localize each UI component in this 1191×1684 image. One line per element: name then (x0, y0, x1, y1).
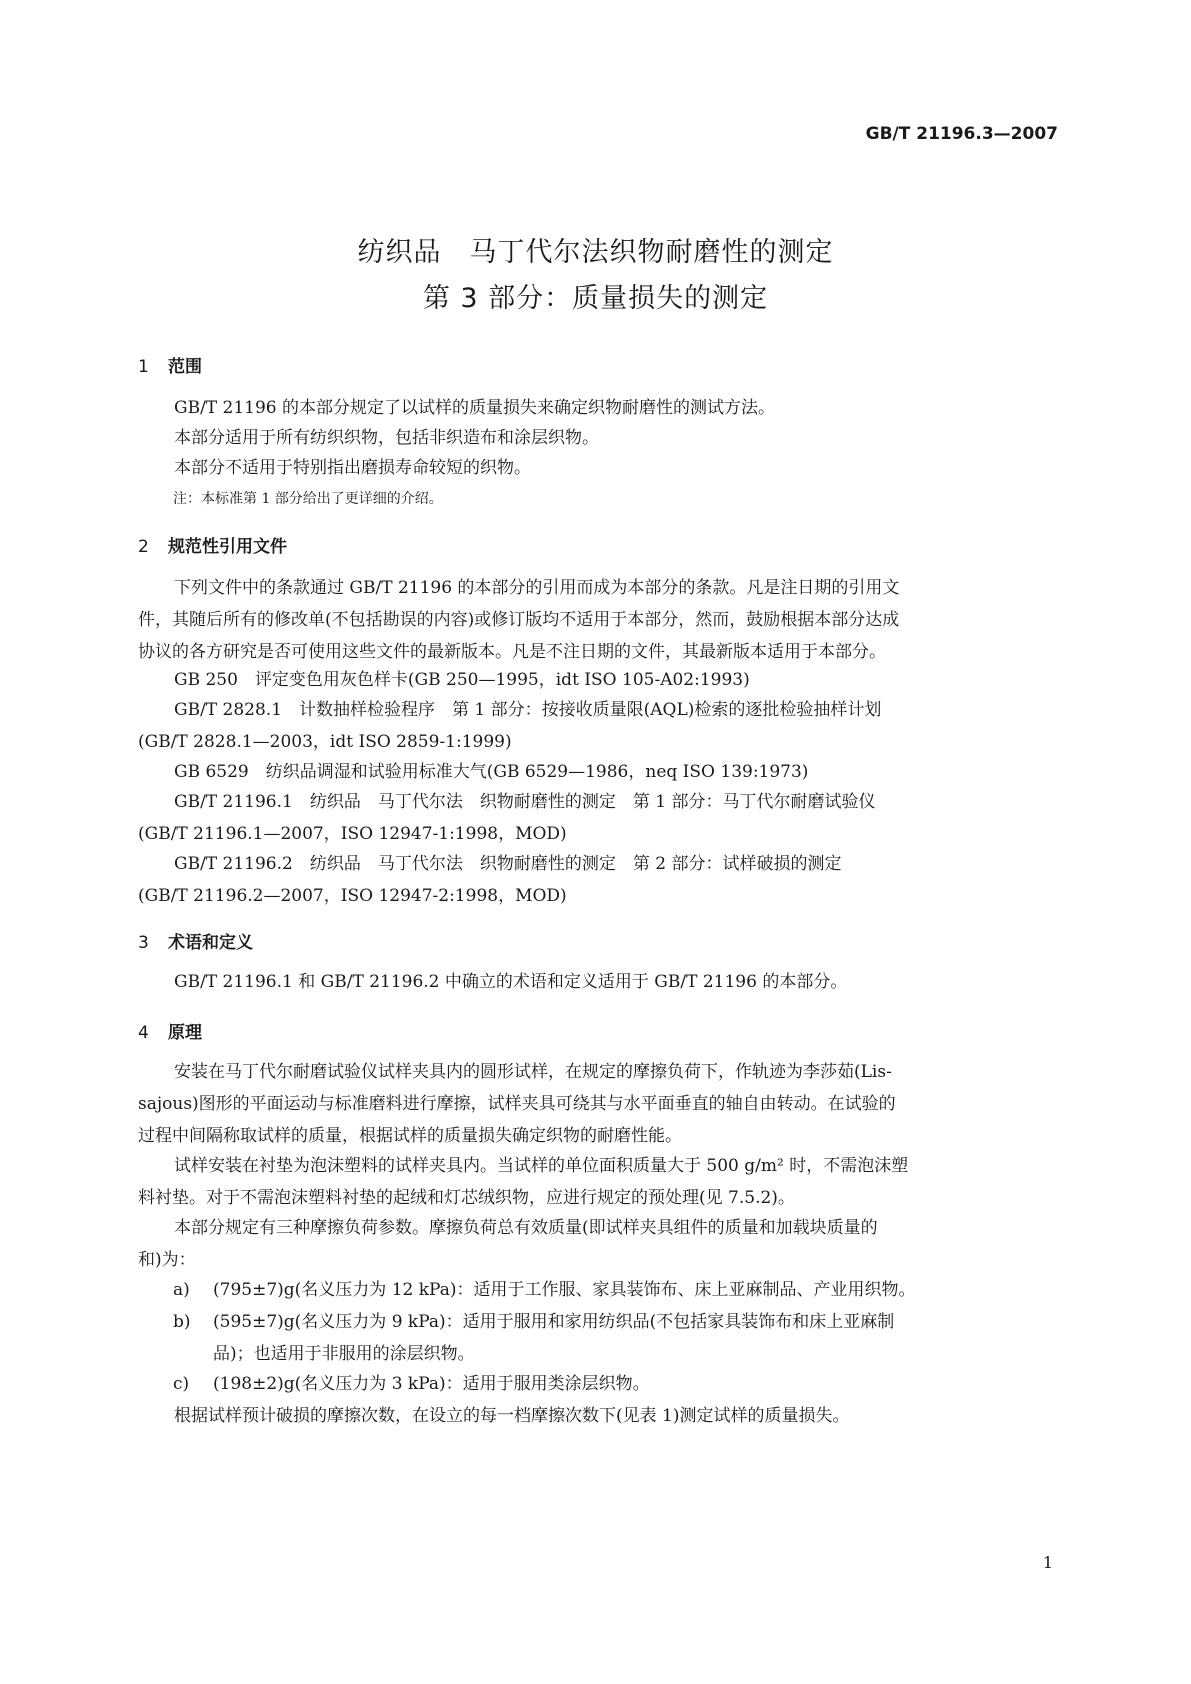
paragraph: 本部分规定有三种摩擦负荷参数。摩擦负荷总有效质量(即试样夹具组件的质量和加载块质量的 和)为： (138, 1218, 878, 1270)
section-number: 4 (138, 1023, 149, 1043)
section-title: 规范性引用文件 (168, 537, 287, 557)
section-3-heading (138, 928, 253, 953)
paragraph: 根据试样预计破损的摩擦次数，在设立的每一档摩擦次数下(见表 1)测定试样的质量损失。 (174, 1406, 850, 1426)
paragraph: 本部分适用于所有纺织织物，包括非织造布和涂层织物。 (174, 428, 599, 448)
reference-item: GB/T 2828.1 计数抽样检验程序 第 1 部分：按接收质量限(AQL)检索的逐批检验抽样计划 (GB/T 2828.1—2003，idt ISO 2859-1:1999) (138, 700, 882, 752)
reference-item: GB 250 评定变色用灰色样卡(GB 250—1995，idt ISO 105-A02:1993) (174, 670, 750, 690)
section-title: 范围 (168, 357, 202, 377)
paragraph: GB/T 21196 的本部分规定了以试样的质量损失来确定织物耐磨性的测试方法。 (174, 398, 776, 418)
title-line-2: 第 3 部分：质量损失的测定 (422, 283, 769, 314)
paragraph: GB/T 21196.1 和 GB/T 21196.2 中确立的术语和定义适用于 GB/T 21196 的本部分。 (174, 972, 848, 992)
reference-item: GB 6529 纺织品调湿和试验用标准大气(GB 6529—1986，neq ISO 139:1973) (174, 762, 809, 782)
list-item: b) (595±7)g(名义压力为 9 kPa)：适用于服用和家用纺织品(不包括家具装饰布和床上亚麻制 品)；也适用于非服用的涂层织物。 (173, 1312, 895, 1364)
section-title: 原理 (168, 1023, 202, 1043)
reference-item: GB/T 21196.1 纺织品 马丁代尔法 织物耐磨性的测定 第 1 部分：马丁代尔耐磨试验仪 (GB/T 21196.1—2007，ISO 12947-1:1998，MOD) (138, 792, 876, 844)
list-item: c) (198±2)g(名义压力为 3 kPa)：适用于服用类涂层织物。 (173, 1374, 650, 1394)
list-item: a) (795±7)g(名义压力为 12 kPa)：适用于工作服、家具装饰布、床上亚麻制品、产业用织物。 (173, 1280, 916, 1300)
page-number: 1 (1042, 1553, 1053, 1572)
paragraph: 下列文件中的条款通过 GB/T 21196 的本部分的引用而成为本部分的条款。凡是注日期的引用文 件，其随后所有的修改单(不包括勘误的内容)或修订版均不适用于本部分，然而，鼓励根据本部分达成 协议的各方研究是否可使用这些文件的最新版本。凡是不注日期的文件，其最新版本适用于本部分。 (138, 578, 900, 662)
section-2-heading (138, 532, 287, 557)
section-number: 1 (138, 357, 149, 377)
paragraph: 本部分不适用于特别指出磨损寿命较短的织物。 (174, 458, 531, 478)
section-title: 术语和定义 (168, 933, 253, 953)
reference-item: GB/T 21196.2 纺织品 马丁代尔法 织物耐磨性的测定 第 2 部分：试样破损的测定 (GB/T 21196.2—2007，ISO 12947-2:1998，MOD) (138, 854, 842, 906)
note: 注：本标准第 1 部分给出了更详细的介绍。 (173, 491, 443, 507)
paragraph: 试样安装在衬垫为泡沫塑料的试样夹具内。当试样的单位面积质量大于 500 g/m² 时，不需泡沫塑 料衬垫。对于不需泡沫塑料衬垫的起绒和灯芯绒织物，应进行规定的预处理(见 7.5.2)。 (138, 1156, 909, 1208)
section-number: 3 (138, 933, 149, 953)
paragraph: 安装在马丁代尔耐磨试验仪试样夹具内的圆形试样，在规定的摩擦负荷下，作轨迹为李莎茹(Lis- sajous)图形的平面运动与标准磨料进行摩擦，试样夹具可绕其与水平面垂直的轴自由转动。在试验的 过程中间隔称取试样的质量，根据试样的质量损失确定织物的耐磨性能。 (138, 1062, 896, 1146)
section-number: 2 (138, 537, 149, 557)
section-4-heading (138, 1018, 202, 1043)
standard-code: GB/T 21196.3—2007 (865, 124, 1058, 144)
title-line-1: 纺织品 马丁代尔法织物耐磨性的测定 (357, 237, 834, 268)
section-1-heading (138, 352, 202, 377)
